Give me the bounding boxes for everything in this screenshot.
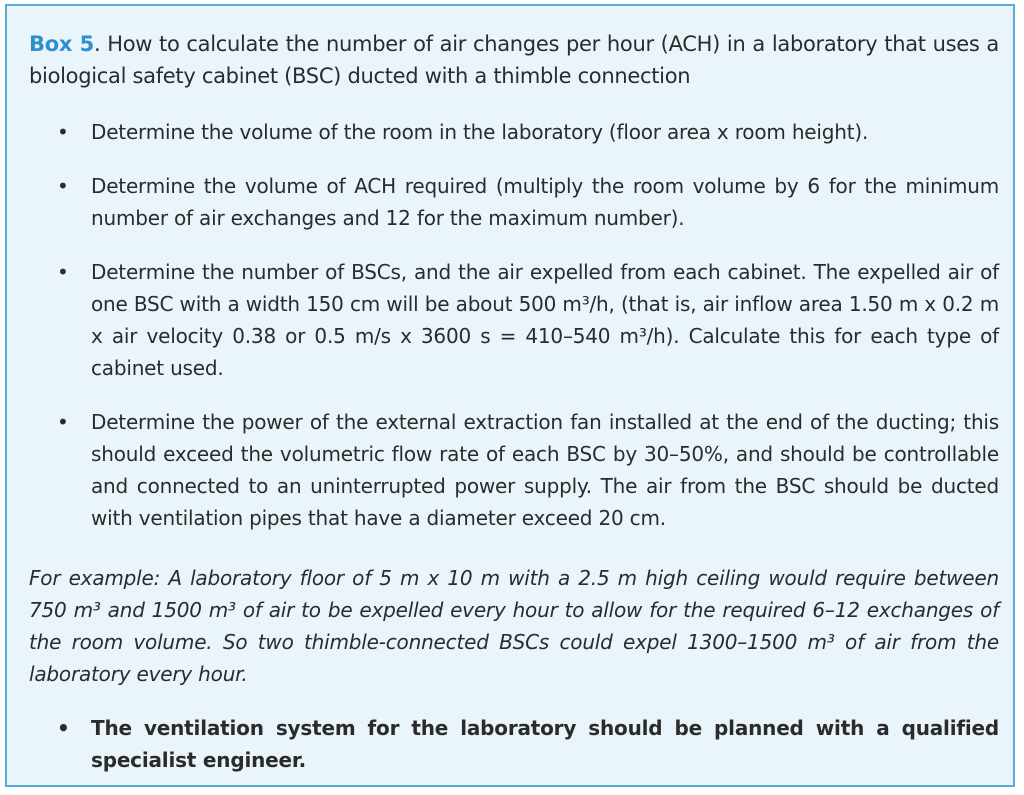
list-item — [7, 170, 999, 234]
info-box — [5, 4, 1015, 787]
box-title-text: . How to calculate the number of air changes per hour (ACH) in a laboratory that uses a biological safety cabinet (BSC) ducted with a thimble connection — [29, 32, 999, 88]
list-item-text: Determine the volume of the room in the laboratory (floor area x room height). — [91, 120, 869, 144]
example-paragraph: For example: A laboratory floor of 5 m x 10 m with a 2.5 m high ceiling would require between 750 m³ and 1500 m³ of air to be expelled every hour to allow for the required 6–12 exchanges of the room volume. So two thimble-connected BSCs could expel 1300–1500 m³ of air from the laboratory every hour. — [29, 566, 999, 686]
list-item — [7, 116, 999, 148]
list-item — [7, 712, 999, 776]
bullet-icon: • — [57, 120, 69, 144]
list-item — [7, 406, 999, 534]
list-item — [7, 256, 999, 384]
list-item-text: Determine the power of the external extraction fan installed at the end of the ducting; this should exceed the volumetric flow rate of each BSC by 30–50%, and should be controllable and connected to an uninterrupted power supply. The air from the BSC should be ducted with ventilation pipes that have a diameter exceed 20 cm. — [91, 410, 999, 530]
bullet-icon: • — [57, 716, 70, 740]
bullet-icon: • — [57, 174, 69, 198]
bullet-icon: • — [57, 260, 69, 284]
bullet-icon: • — [57, 410, 69, 434]
list-item-text: The ventilation system for the laboratory should be planned with a qualified specialist engineer. — [91, 716, 999, 772]
steps-list — [7, 116, 999, 556]
list-item-text: Determine the number of BSCs, and the air expelled from each cabinet. The expelled air of one BSC with a width 150 cm will be about 500 m³/h, (that is, air inflow area 1.50 m x 0.2 m x air velocity 0.38 or 0.5 m/s x 3600 s = 410–540 m³/h). Calculate this for each type of cabinet used. — [91, 260, 999, 380]
box-label: Box 5 — [29, 32, 94, 56]
final-list — [7, 712, 999, 776]
list-item-text: Determine the volume of ACH required (multiply the room volume by 6 for the minimum number of air exchanges and 12 for the maximum number). — [91, 174, 999, 230]
box-title — [29, 28, 999, 92]
